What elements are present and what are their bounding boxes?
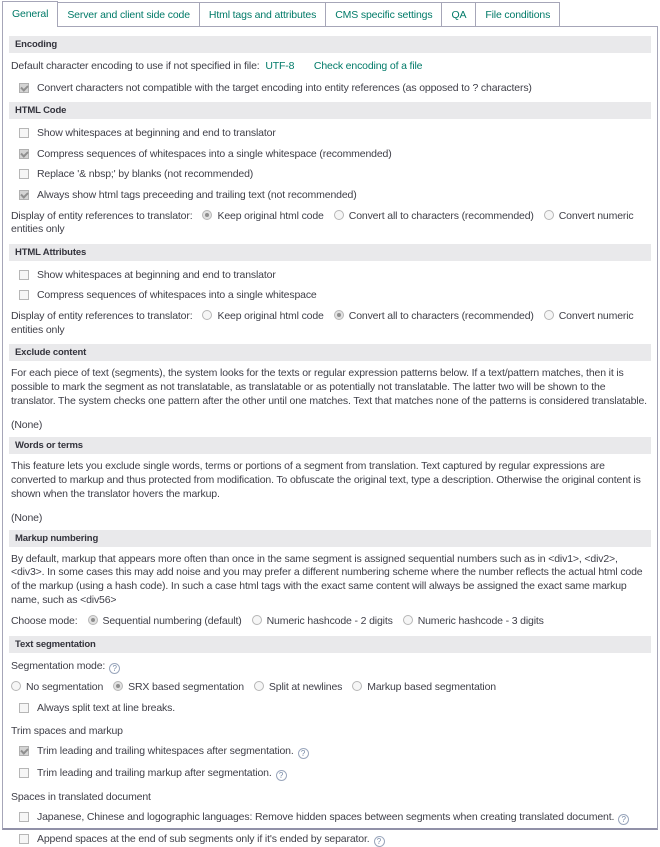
option-label: Show whitespaces at beginning and end to translator [37, 127, 276, 140]
trim-spaces-heading: Trim spaces and markup [11, 724, 123, 737]
radio-button[interactable] [403, 615, 413, 625]
checkbox[interactable] [19, 169, 29, 179]
section-exclude-content [9, 344, 651, 431]
radio-label: Convert all to characters (recommended) [348, 209, 534, 222]
radio-label: Convert numeric entities only [11, 310, 634, 336]
option-label: Append spaces at the end of sub segments only if it's ended by separator.? [37, 833, 385, 847]
radio-label: Numeric hashcode - 3 digits [417, 614, 544, 627]
option-label: Trim leading and trailing whitespaces after segmentation.? [37, 745, 309, 759]
help-icon[interactable] [298, 748, 309, 759]
section-description: This feature lets you exclude single words, terms or portions of a segment from translation. Text captured by regular expressions are converted to markup and thus protected from modification. To obfuscate the original text, type a description. Otherwise the original content is shown when the translator hovers the markup. [11, 459, 641, 500]
tab-html-tags-attributes[interactable]: Html tags and attributes [199, 2, 326, 26]
section-description: By default, markup that appears more often than once in the same segment is assigned sequential numbers such as in <div1>, <div2>, <div3>. In some cases this may add noise and you may prefer a different numbering scheme where the number reflects the actual html code of the markup (using a hash code). In such a case html tags with the exact same content will always be assigned the exact same markup name, such as <div56> [11, 552, 643, 607]
checkbox[interactable] [19, 128, 29, 138]
section-header: HTML Attributes [9, 244, 651, 261]
radio-button[interactable] [334, 210, 344, 220]
checkbox[interactable] [19, 190, 29, 200]
option-row [19, 767, 649, 781]
entity-references-label: Display of entity references to translator: [11, 209, 193, 222]
checkbox[interactable] [19, 270, 29, 280]
section-words-or-terms [9, 437, 651, 524]
radio-label: Keep original html code [217, 310, 324, 323]
option-row [19, 289, 649, 302]
radio-button[interactable] [11, 681, 21, 691]
option-row [19, 168, 649, 181]
checkbox[interactable] [19, 703, 29, 713]
option-row [19, 269, 649, 282]
checkbox[interactable] [19, 768, 29, 778]
option-label: Compress sequences of whitespaces into a single whitespace (recommended) [37, 147, 392, 160]
segmentation-mode-options-row [11, 681, 649, 695]
tab-panel-general [2, 26, 658, 845]
entity-references-row [11, 210, 649, 237]
checkbox[interactable] [19, 746, 29, 756]
option-label: Compress sequences of whitespaces into a single whitespace [37, 289, 317, 302]
section-header: Encoding [9, 36, 651, 53]
option-label: Trim leading and trailing markup after segmentation.? [37, 767, 287, 781]
default-encoding-label: Default character encoding to use if not specified in file: [11, 60, 260, 72]
radio-button[interactable] [544, 210, 554, 220]
segmentation-mode-label-row [11, 660, 649, 674]
section-markup-numbering [9, 530, 651, 629]
radio-button[interactable] [202, 210, 212, 220]
option-row [19, 811, 649, 825]
radio-button[interactable] [88, 615, 98, 625]
section-header: Words or terms [9, 437, 651, 454]
choose-mode-label: Choose mode: [11, 614, 78, 627]
section-header: Exclude content [9, 344, 651, 361]
help-icon[interactable] [276, 770, 287, 781]
section-html-code [9, 102, 651, 237]
option-row [19, 745, 649, 759]
radio-label: No segmentation [26, 680, 104, 693]
radio-button[interactable] [113, 681, 123, 691]
radio-label: Numeric hashcode - 2 digits [266, 614, 393, 627]
option-row [19, 702, 649, 715]
radio-button[interactable] [202, 310, 212, 320]
terms-value: (None) [11, 511, 43, 524]
checkbox[interactable] [19, 83, 29, 93]
section-description: For each piece of text (segments), the system looks for the texts or regular expression patterns below. If a text/pattern matches, then it is possible to mark the segment as not translatable, as translatable or as potentially not translatable. The latter two will be shown to the translator. The system checks one pattern after the other until one matches. Text that matches none of the patterns is considered translatable. [11, 367, 647, 408]
option-label: Replace '& nbsp;' by blanks (not recommended) [37, 168, 254, 181]
tab-qa[interactable]: QA [441, 2, 476, 26]
option-row [19, 82, 649, 95]
radio-label: Sequential numbering (default) [102, 614, 242, 627]
radio-label: Split at newlines [268, 680, 343, 693]
radio-button[interactable] [254, 681, 264, 691]
option-label: Japanese, Chinese and logographic languages: Remove hidden spaces between segments when creating translated document.? [37, 811, 629, 825]
radio-button[interactable] [252, 615, 262, 625]
option-label: Always show html tags preceeding and trailing text (not recommended) [37, 189, 357, 202]
section-html-attributes [9, 244, 651, 337]
radio-button[interactable] [544, 310, 554, 320]
help-icon[interactable] [618, 814, 629, 825]
radio-label: Convert numeric entities only [11, 209, 634, 236]
help-icon[interactable] [109, 663, 120, 674]
section-header: HTML Code [9, 102, 651, 119]
checkbox[interactable] [19, 834, 29, 844]
option-row [19, 833, 649, 847]
tab-bar [2, 0, 660, 26]
tab-general[interactable]: General [2, 1, 58, 27]
checkbox[interactable] [19, 290, 29, 300]
default-encoding-value[interactable]: UTF-8 [265, 60, 295, 72]
check-encoding-link[interactable]: Check encoding of a file [313, 60, 423, 72]
radio-label: Markup based segmentation [367, 680, 496, 693]
tab-server-client-code[interactable]: Server and client side code [57, 2, 200, 26]
default-encoding-row [11, 60, 649, 74]
checkbox[interactable] [19, 149, 29, 159]
patterns-value: (None) [11, 418, 43, 431]
help-icon[interactable] [374, 836, 385, 847]
entity-references-label: Display of entity references to translator: [11, 310, 193, 323]
radio-label: Convert all to characters (recommended) [348, 310, 534, 323]
spaces-translated-heading: Spaces in translated document [11, 790, 151, 803]
option-row [19, 127, 649, 140]
choose-mode-row [11, 615, 649, 629]
checkbox[interactable] [19, 812, 29, 822]
option-label: Show whitespaces at beginning and end to translator [37, 268, 276, 281]
option-label: Convert characters not compatible with the target encoding into entity references (as opposed to ? characters) [37, 81, 532, 94]
segmentation-mode-label: Segmentation mode: [11, 659, 106, 672]
radio-button[interactable] [352, 681, 362, 691]
section-text-segmentation [9, 636, 651, 847]
radio-button[interactable] [334, 310, 344, 320]
tab-cms-settings[interactable]: CMS specific settings [325, 2, 442, 26]
section-encoding [9, 36, 651, 94]
section-header: Text segmentation [9, 636, 651, 653]
entity-references-row [11, 310, 649, 337]
option-row [19, 148, 649, 161]
radio-label: SRX based segmentation [128, 680, 244, 693]
radio-label: Keep original html code [217, 209, 324, 222]
section-header: Markup numbering [9, 530, 651, 547]
option-label: Always split text at line breaks. [37, 702, 176, 715]
option-row [19, 189, 649, 202]
tab-file-conditions[interactable]: File conditions [475, 2, 560, 26]
